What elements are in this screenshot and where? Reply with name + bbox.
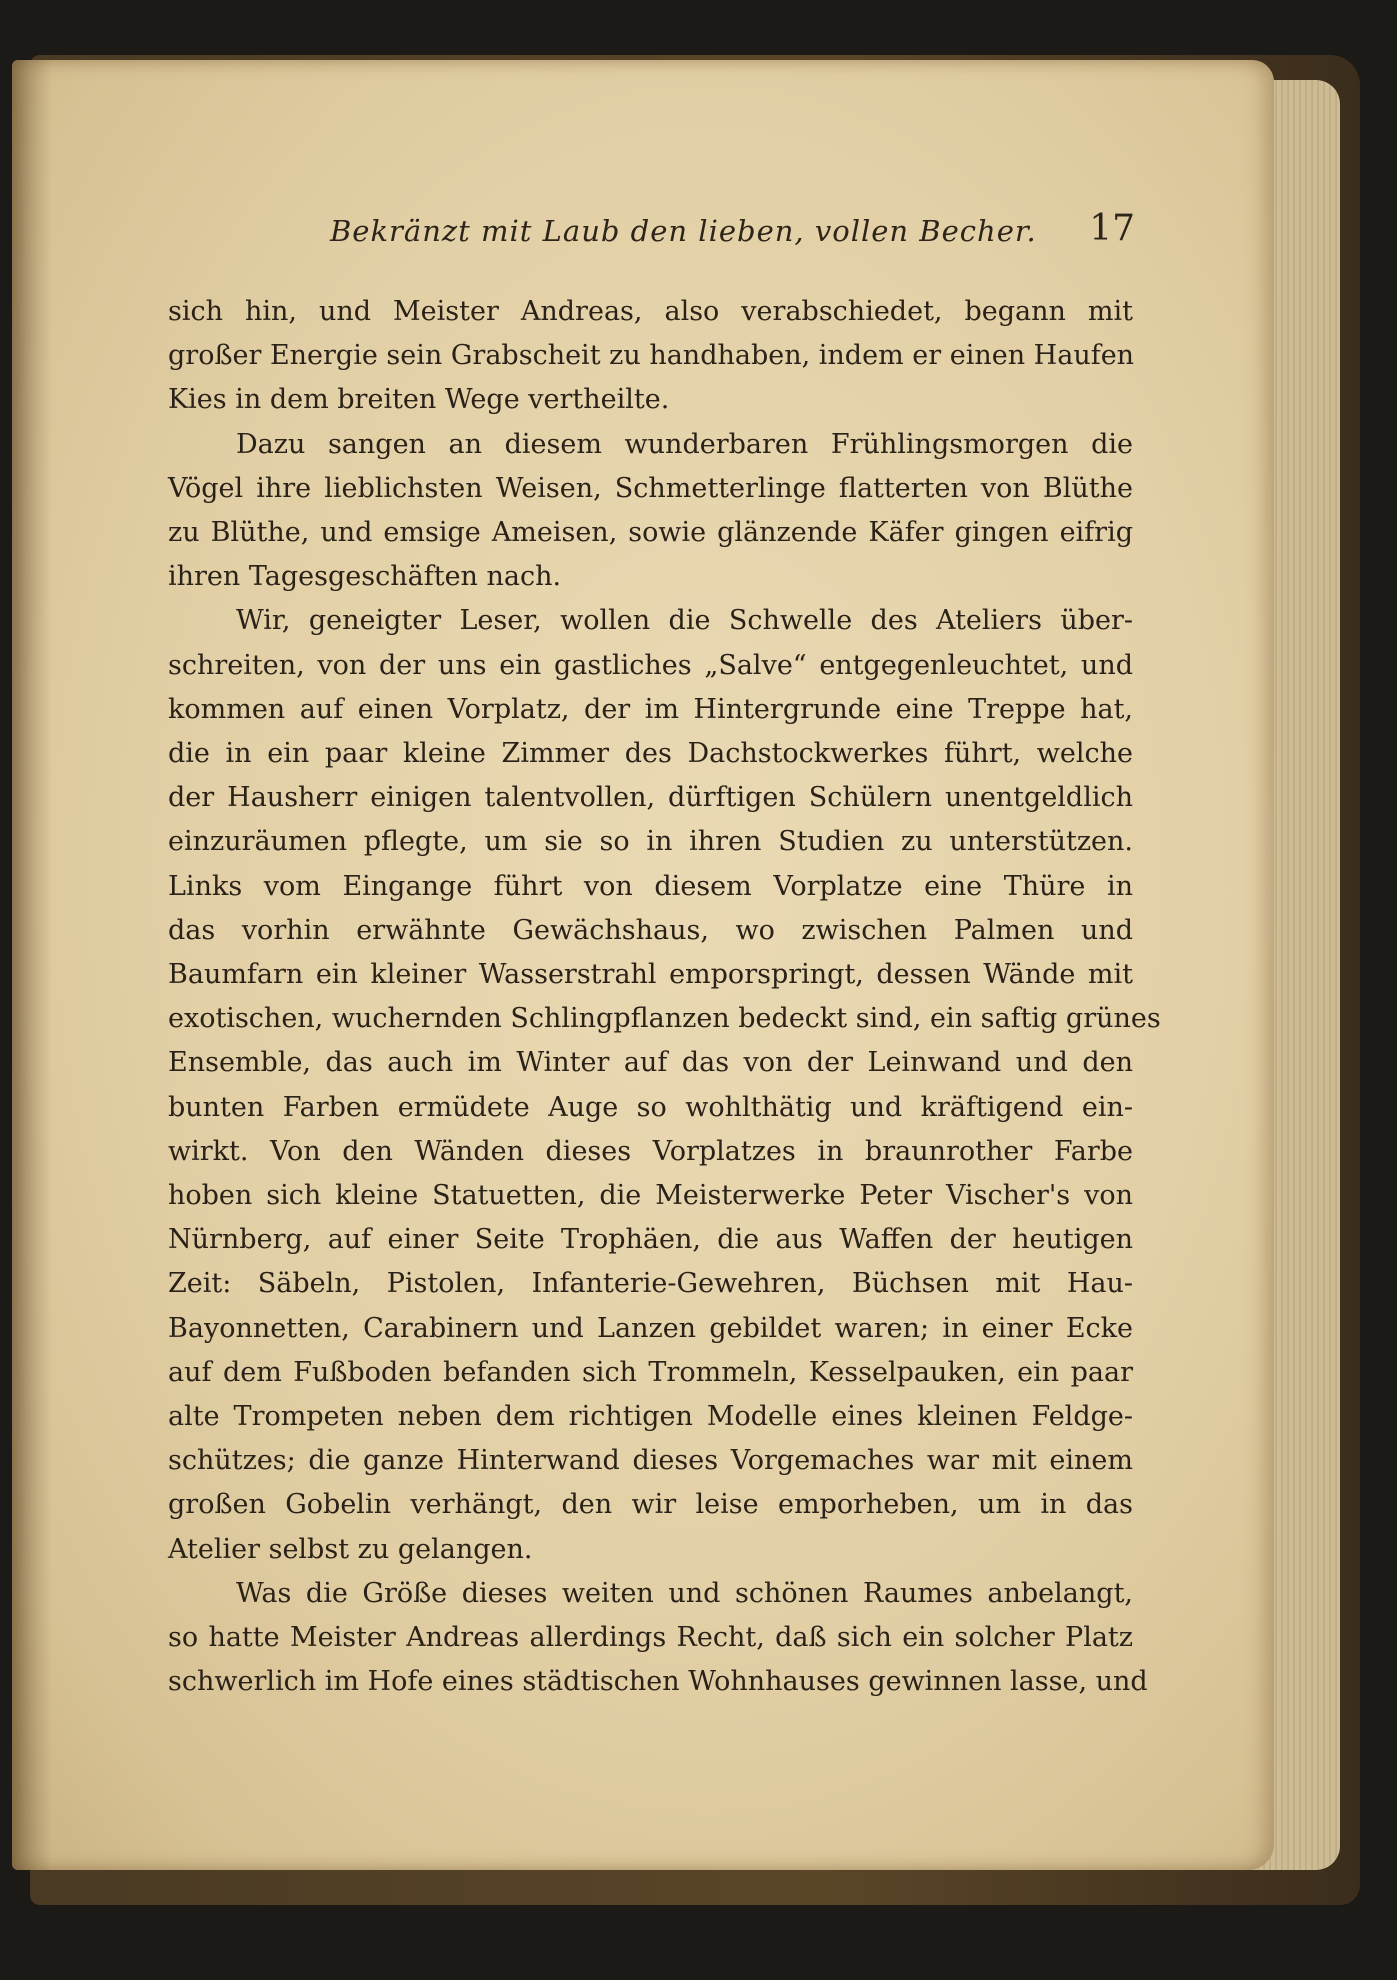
text-line: der Hausherr einigen talentvollen, dürftigen Schülern unentgeldlich <box>168 782 1133 814</box>
text-line: Kies in dem breiten Wege vertheilte. <box>168 384 670 416</box>
text-line: exotischen, wuchernden Schlingpflanzen bedeckt sind, ein saftig grünes <box>168 1003 1161 1035</box>
text-line: Zeit: Säbeln, Pistolen, Infanterie-Gewehren, Büchsen mit Hau- <box>168 1268 1133 1300</box>
text-line: auf dem Fußboden befanden sich Trommeln, Kesselpauken, ein paar <box>168 1356 1133 1388</box>
running-title: Bekränzt mit Laub den lieben, vollen Becher. <box>330 214 1037 248</box>
text-line: Nürnberg, auf einer Seite Trophäen, die aus Waffen der heutigen <box>168 1224 1133 1256</box>
text-line: schwerlich im Hofe eines städtischen Wohnhauses gewinnen lasse, und <box>168 1666 1148 1698</box>
text-line: Vögel ihre lieblichsten Weisen, Schmetterlinge flatterten von Blüthe <box>168 472 1133 504</box>
text-line: großen Gobelin verhängt, den wir leise emporheben, um in das <box>168 1489 1133 1521</box>
text-line: Was die Größe dieses weiten und schönen Raumes anbelangt, <box>236 1577 1133 1609</box>
text-line: Wir, geneigter Leser, wollen die Schwelle des Ateliers über- <box>236 605 1133 637</box>
spine-shadow <box>12 60 52 1870</box>
text-line: Bayonnetten, Carabinern und Lanzen gebildet waren; in einer Ecke <box>168 1312 1133 1344</box>
text-line: so hatte Meister Andreas allerdings Recht, daß sich ein solcher Platz <box>168 1622 1133 1654</box>
page-header <box>330 208 1135 264</box>
text-line: Ensemble, das auch im Winter auf das von der Leinwand und den <box>168 1047 1133 1079</box>
text-line: schützes; die ganze Hinterwand dieses Vorgemaches war mit einem <box>168 1445 1133 1477</box>
text-line: Dazu sangen an diesem wunderbaren Frühlingsmorgen die <box>236 428 1133 460</box>
text-line: ihren Tagesgeschäften nach. <box>168 561 562 593</box>
text-line: bunten Farben ermüdete Auge so wohlthätig und kräftigend ein- <box>168 1091 1133 1123</box>
page-number: 17 <box>1089 208 1135 249</box>
text-line: zu Blüthe, und emsige Ameisen, sowie glänzende Käfer gingen eifrig <box>168 517 1133 549</box>
text-line: einzuräumen pflegte, um sie so in ihren Studien zu unterstützen. <box>168 826 1133 858</box>
text-line: alte Trompeten neben dem richtigen Modelle eines kleinen Feldge- <box>168 1401 1133 1433</box>
text-body <box>168 290 1161 1705</box>
text-line: sich hin, und Meister Andreas, also verabschiedet, begann mit <box>168 296 1133 327</box>
text-line: schreiten, von der uns ein gastliches „Salve“ entgegenleuchtet, und <box>168 649 1133 681</box>
text-line: Atelier selbst zu gelangen. <box>168 1533 533 1565</box>
text-line: wirkt. Von den Wänden dieses Vorplatzes in braunrother Farbe <box>168 1135 1133 1167</box>
text-line: das vorhin erwähnte Gewächshaus, wo zwischen Palmen und <box>168 914 1133 946</box>
text-line: die in ein paar kleine Zimmer des Dachstockwerkes führt, welche <box>168 738 1133 770</box>
text-line: kommen auf einen Vorplatz, der im Hintergrunde eine Treppe hat, <box>168 693 1133 725</box>
text-line: großer Energie sein Grabscheit zu handhaben, indem er einen Haufen <box>168 340 1135 372</box>
text-line: Baumfarn ein kleiner Wasserstrahl emporspringt, dessen Wände mit <box>168 959 1133 991</box>
text-line: Links vom Eingange führt von diesem Vorplatze eine Thüre in <box>168 870 1133 902</box>
text-line: hoben sich kleine Statuetten, die Meisterwerke Peter Vischer's von <box>168 1180 1133 1212</box>
